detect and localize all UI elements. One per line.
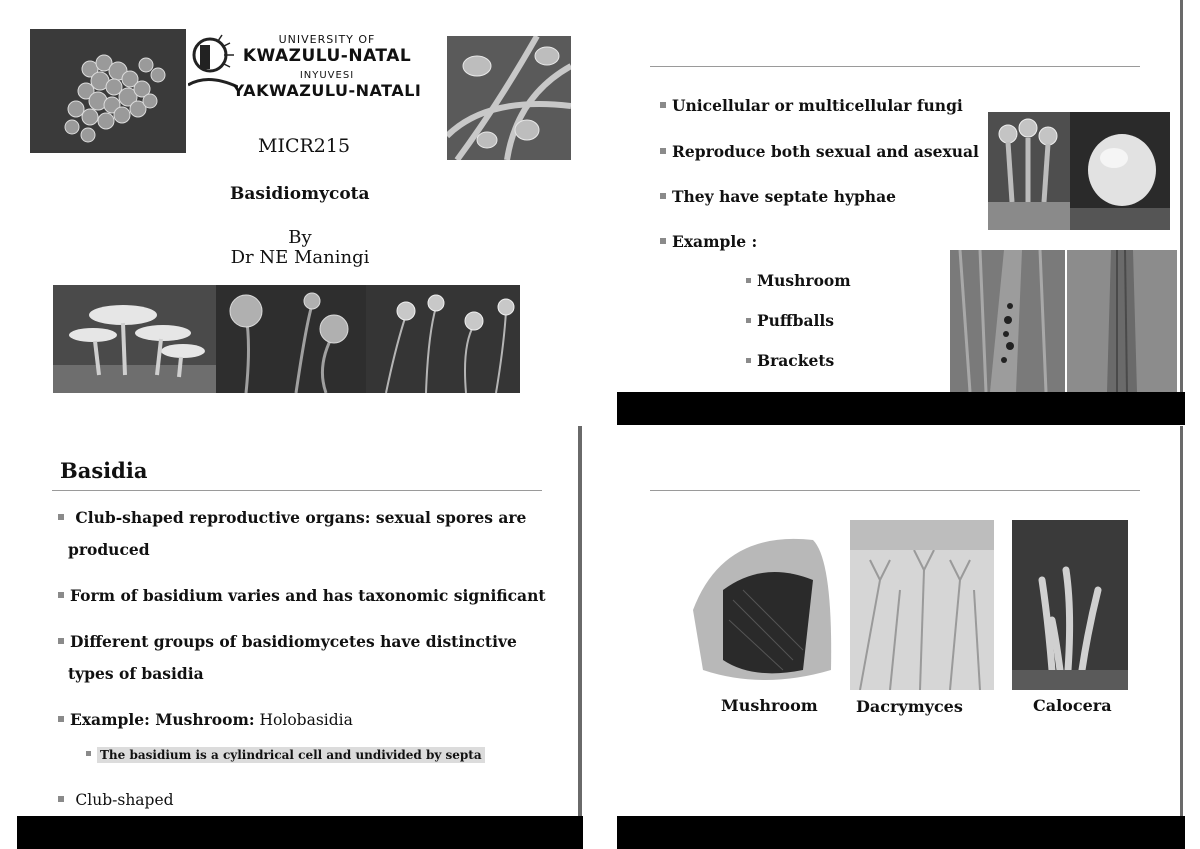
course-code: MICR215 [258,135,351,157]
slide2-bullet: Reproduce both sexual and asexual [660,142,979,161]
slide2-bullet: Example : [660,232,757,251]
slide3-bullet: Club-shaped reproductive organs: sexual spores are [58,508,526,527]
mushrooms-image [53,285,216,393]
slide3-heading-rule [52,490,542,491]
slide3-bullet-continuation: produced [68,540,150,559]
presentation-title: Basidiomycota [230,184,370,204]
hyphae-image [447,36,571,160]
slide3-bullet: Club-shaped [58,790,174,809]
smut-leaf-image [1067,250,1177,392]
slide3-footer-bar [17,816,583,849]
by-label: By [288,227,312,248]
basidia-micrograph-image [988,112,1070,230]
slide2-title-rule [650,66,1140,67]
slide3-sub-bullet: The basidium is a cylindrical cell and undivided by septa [86,748,485,762]
logo-line-3: INYUVESI [299,70,355,81]
slide3-bullet: Form of basidium varies and has taxonomic significant [58,586,546,605]
slide3-bullet-continuation: types of basidia [68,664,204,683]
author-name: Dr NE Maningi [230,247,370,268]
rust-leaf-image [950,250,1065,392]
sporangia-image [216,285,366,393]
university-logo-text [232,33,422,100]
logo-line-2: KWAZULU-NATAL [242,46,412,66]
slide2-example-item: Brackets [746,351,834,370]
slide2-footer-bar [617,392,1185,425]
slide3-bullet: Different groups of basidiomycetes have distinctive [58,632,517,651]
slide-border-bottom-right [1180,426,1183,816]
slide4-title-rule [650,490,1140,491]
logo-line-4: YAKWAZULU-NATALI [232,81,422,100]
puffball-image [1070,112,1170,230]
ukzn-logo-emblem [188,33,238,93]
slide2-example-item: Mushroom [746,271,851,290]
slide4-footer-bar [617,816,1185,849]
caption-calocera: Calocera [1033,696,1112,715]
slide-border-top-right [1180,0,1183,425]
slide2-example-item: Puffballs [746,311,834,330]
dacrymyces-micrograph-image [850,520,994,690]
slide2-bullet: Unicellular or multicellular fungi [660,96,963,115]
slide-border-bottom-left [578,426,582,816]
caption-mushroom: Mushroom [721,696,818,715]
slide2-bullet: They have septate hyphae [660,187,896,206]
caption-dacrymyces: Dacrymyces [856,697,963,716]
slide3-bullet: Example: Mushroom: Holobasidia [58,710,353,729]
mushroom-gills-image [683,520,833,690]
slide3-heading: Basidia [60,458,148,483]
logo-line-1: UNIVERSITY OF [278,33,376,46]
sporangia-image-2 [366,285,520,393]
calocera-image [1012,520,1128,690]
spore-cluster-image [30,29,186,153]
author-block [200,228,400,268]
